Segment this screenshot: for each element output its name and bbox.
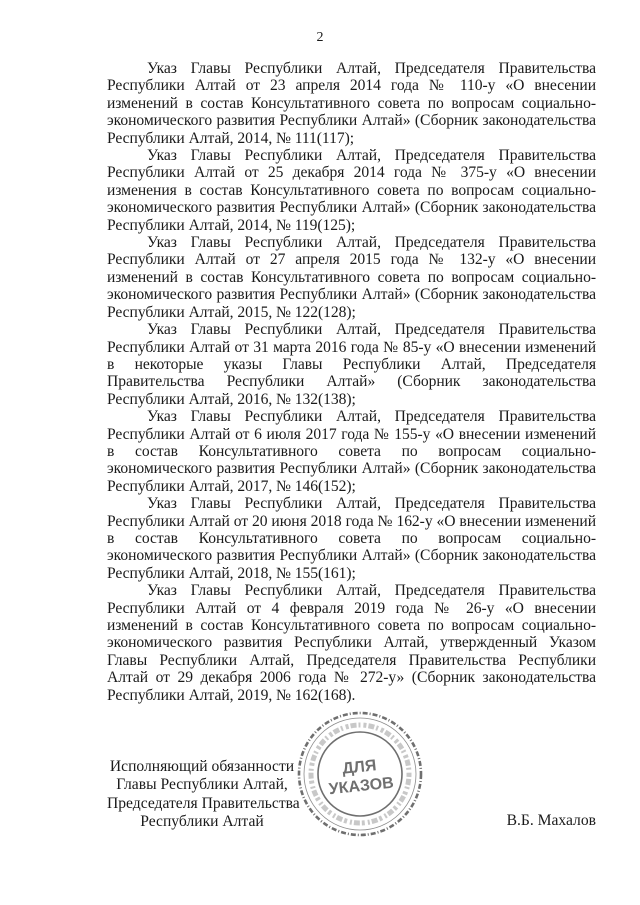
list-item: Указ Главы Республики Алтай, Председателя Правительства Республики Алтай от 31 марта 2016 года № 85-у «О внесении изменений в некоторые указы Главы Республики Алтай, Председателя Правительства Республики Алтай» (Сборник законодательства Республики Алтай, 2016, № 132(138); bbox=[107, 321, 596, 408]
list-item: Указ Главы Республики Алтай, Председателя Правительства Республики Алтай от 23 апреля 2014 года № 110-у «О внесении изменений в состав Консультативного совета по вопросам социально-экономического развития Республики Алтай» (Сборник законодательства Республики Алтай, 2014, № 111(117); bbox=[107, 60, 596, 147]
signatory-position-line: Председателя Правительства bbox=[107, 794, 300, 812]
list-item: Указ Главы Республики Алтай, Председателя Правительства Республики Алтай от 6 июля 2017 года № 155-у «О внесении изменений в состав Консультативного совета по вопросам социально-экономического развития Республики Алтай» (Сборник законодательства Республики Алтай, 2017, № 146(152); bbox=[107, 408, 596, 495]
page-number: 2 bbox=[316, 30, 324, 45]
official-stamp bbox=[296, 710, 424, 838]
list-item: Указ Главы Республики Алтай, Председателя Правительства Республики Алтай от 20 июня 2018 года № 162-у «О внесении изменений в состав Консультативного совета по вопросам социально-экономического развития Республики Алтай» (Сборник законодательства Республики Алтай, 2018, № 155(161); bbox=[107, 495, 596, 582]
signatory-position-line: Исполняющий обязанности bbox=[109, 758, 295, 775]
signatory-position-line: Главы Республики Алтай, bbox=[116, 776, 288, 794]
stamp-text-line2: УКАЗОВ bbox=[328, 774, 395, 799]
document-body bbox=[107, 60, 596, 704]
stamp-text-line1: ДЛЯ bbox=[341, 757, 378, 778]
signatory-position bbox=[107, 758, 300, 832]
signatory-position-line: Республики Алтай bbox=[140, 813, 264, 831]
list-item: Указ Главы Республики Алтай, Председателя Правительства Республики Алтай от 25 декабря 2014 года № 375-у «О внесении изменения в состав Консультативного совета по вопросам социально-экономического развития Республики Алтай» (Сборник законодательства Республики Алтай, 2014, № 119(125); bbox=[107, 147, 596, 234]
list-item: Указ Главы Республики Алтай, Председателя Правительства Республики Алтай от 4 февраля 2019 года № 26-у «О внесении изменений в состав Консультативного совета по вопросам социально-экономического развития Республики Алтай, утвержденный Указом Главы Республики Алтай, Председателя Правительства Республики Алтай от 29 декабря 2006 года № 272-у» (Сборник законодательства Республики Алтай, 2019, № 162(168). bbox=[107, 582, 596, 704]
signatory-name: В.Б. Махалов bbox=[506, 812, 596, 829]
list-item: Указ Главы Республики Алтай, Председателя Правительства Республики Алтай от 27 апреля 2015 года № 132-у «О внесении изменений в состав Консультативного совета по вопросам социально-экономического развития Республики Алтай» (Сборник законодательства Республики Алтай, 2015, № 122(128); bbox=[107, 234, 596, 321]
